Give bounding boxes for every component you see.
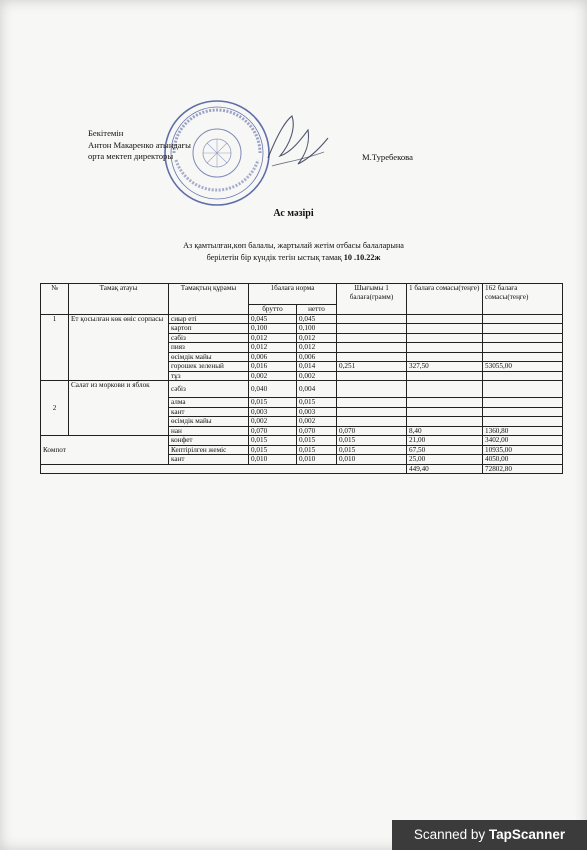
ingredient: сәбіз	[169, 381, 249, 398]
brutto-value: 0,015	[249, 445, 297, 455]
brutto-value: 0,016	[249, 362, 297, 372]
netto-value: 0,012	[297, 343, 337, 353]
output-value: 0,015	[337, 436, 407, 446]
ingredient: картоп	[169, 324, 249, 334]
table-header-row	[41, 284, 563, 305]
header-price-one: 1 балаға сомасы(теңге)	[407, 284, 483, 315]
price-total-value: 53055,00	[483, 362, 563, 372]
totals-row	[41, 464, 563, 474]
output-value: 0,251	[337, 362, 407, 372]
header-brutto: брутто	[249, 305, 297, 315]
price-one-value: 67,50	[407, 445, 483, 455]
dish-2-name: Салат из моркови и яблок	[69, 381, 169, 436]
brutto-value: 0,070	[249, 426, 297, 436]
table-row	[41, 436, 563, 446]
total-price-one: 449,40	[407, 464, 483, 474]
brutto-value: 0,015	[249, 398, 297, 408]
document-subtitle	[0, 240, 587, 264]
menu-date: 10 .10.22ж	[343, 253, 381, 262]
price-total-value: 3402,00	[483, 436, 563, 446]
subtitle-line-2	[0, 252, 587, 264]
brutto-value: 0,002	[249, 371, 297, 381]
price-one-value: 8,40	[407, 426, 483, 436]
price-total-value: 10935,00	[483, 445, 563, 455]
brutto-value: 0,040	[249, 381, 297, 398]
director-signature	[262, 108, 334, 178]
ingredient: горошек зеленый	[169, 362, 249, 372]
ingredient: тұз	[169, 371, 249, 381]
kompot-name: Компот	[41, 436, 169, 465]
price-total-value: 1360,80	[483, 426, 563, 436]
price-one-value: 21,00	[407, 436, 483, 446]
watermark-brand: TapScanner	[488, 827, 566, 842]
brutto-value: 0,003	[249, 407, 297, 417]
price-total-value: 4050,00	[483, 455, 563, 465]
output-value: 0,070	[337, 426, 407, 436]
subtitle-line-1: Аз қамтылған,көп балалы, жартылай жетім отбасы балаларына	[183, 241, 404, 250]
netto-value: 0,002	[297, 371, 337, 381]
header-composition: Тамақтың құрамы	[169, 284, 249, 315]
ingredient: сиыр еті	[169, 314, 249, 324]
netto-value: 0,015	[297, 445, 337, 455]
menu-table	[40, 283, 563, 474]
ingredient: алма	[169, 398, 249, 408]
brutto-value: 0,006	[249, 352, 297, 362]
output-value: 0,015	[337, 445, 407, 455]
price-one-value: 327,50	[407, 362, 483, 372]
netto-value: 0,070	[297, 426, 337, 436]
ingredient: конфет	[169, 436, 249, 446]
subtitle-line-2-text: берілетін бір күндік тегін ыстық тамақ	[206, 253, 344, 262]
netto-value: 0,015	[297, 436, 337, 446]
tapscanner-watermark	[392, 820, 587, 850]
netto-value: 0,010	[297, 455, 337, 465]
brutto-value: 0,012	[249, 333, 297, 343]
ingredient: нан	[169, 426, 249, 436]
price-one-value: 25,00	[407, 455, 483, 465]
brutto-value: 0,010	[249, 455, 297, 465]
approve-label: Бекітемін	[88, 128, 124, 138]
header-norm: 1балаға норма	[249, 284, 337, 305]
netto-value: 0,002	[297, 417, 337, 427]
header-price-total: 162 балаға сомасы(теңге)	[483, 284, 563, 315]
header-netto: нетто	[297, 305, 337, 315]
ingredient: өсімдік майы	[169, 352, 249, 362]
netto-value: 0,045	[297, 314, 337, 324]
brutto-value: 0,045	[249, 314, 297, 324]
dish-1-name: Ет қосылған көк өніс сорпасы	[69, 314, 169, 381]
header-dish: Тамақ атауы	[69, 284, 169, 315]
ingredient: кант	[169, 407, 249, 417]
watermark-prefix: Scanned by	[413, 827, 489, 842]
table-row	[41, 381, 563, 398]
header-output: Шығымы 1 балаға(грамм)	[337, 284, 407, 315]
netto-value: 0,004	[297, 381, 337, 398]
header-num: №	[41, 284, 69, 315]
school-name: Антон Макаренко атындағы	[88, 139, 191, 150]
ingredient: Кептірілген жеміс	[169, 445, 249, 455]
director-name: М.Туребекова	[362, 152, 413, 162]
brutto-value: 0,015	[249, 436, 297, 446]
netto-value: 0,006	[297, 352, 337, 362]
ingredient: кант	[169, 455, 249, 465]
ingredient: пияз	[169, 343, 249, 353]
director-title: орта мектеп директоры	[88, 151, 174, 161]
brutto-value: 0,100	[249, 324, 297, 334]
output-value: 0,010	[337, 455, 407, 465]
dish-2-num: 2	[41, 381, 69, 436]
netto-value: 0,015	[297, 398, 337, 408]
ingredient: сәбіз	[169, 333, 249, 343]
netto-value: 0,100	[297, 324, 337, 334]
brutto-value: 0,002	[249, 417, 297, 427]
dish-1-num: 1	[41, 314, 69, 381]
ingredient: өсімдік майы	[169, 417, 249, 427]
netto-value: 0,012	[297, 333, 337, 343]
netto-value: 0,003	[297, 407, 337, 417]
brutto-value: 0,012	[249, 343, 297, 353]
netto-value: 0,014	[297, 362, 337, 372]
total-price-total: 72802,80	[483, 464, 563, 474]
document-title: Ас мәзірі	[273, 208, 314, 219]
approval-block	[88, 128, 191, 163]
table-row	[41, 314, 563, 324]
